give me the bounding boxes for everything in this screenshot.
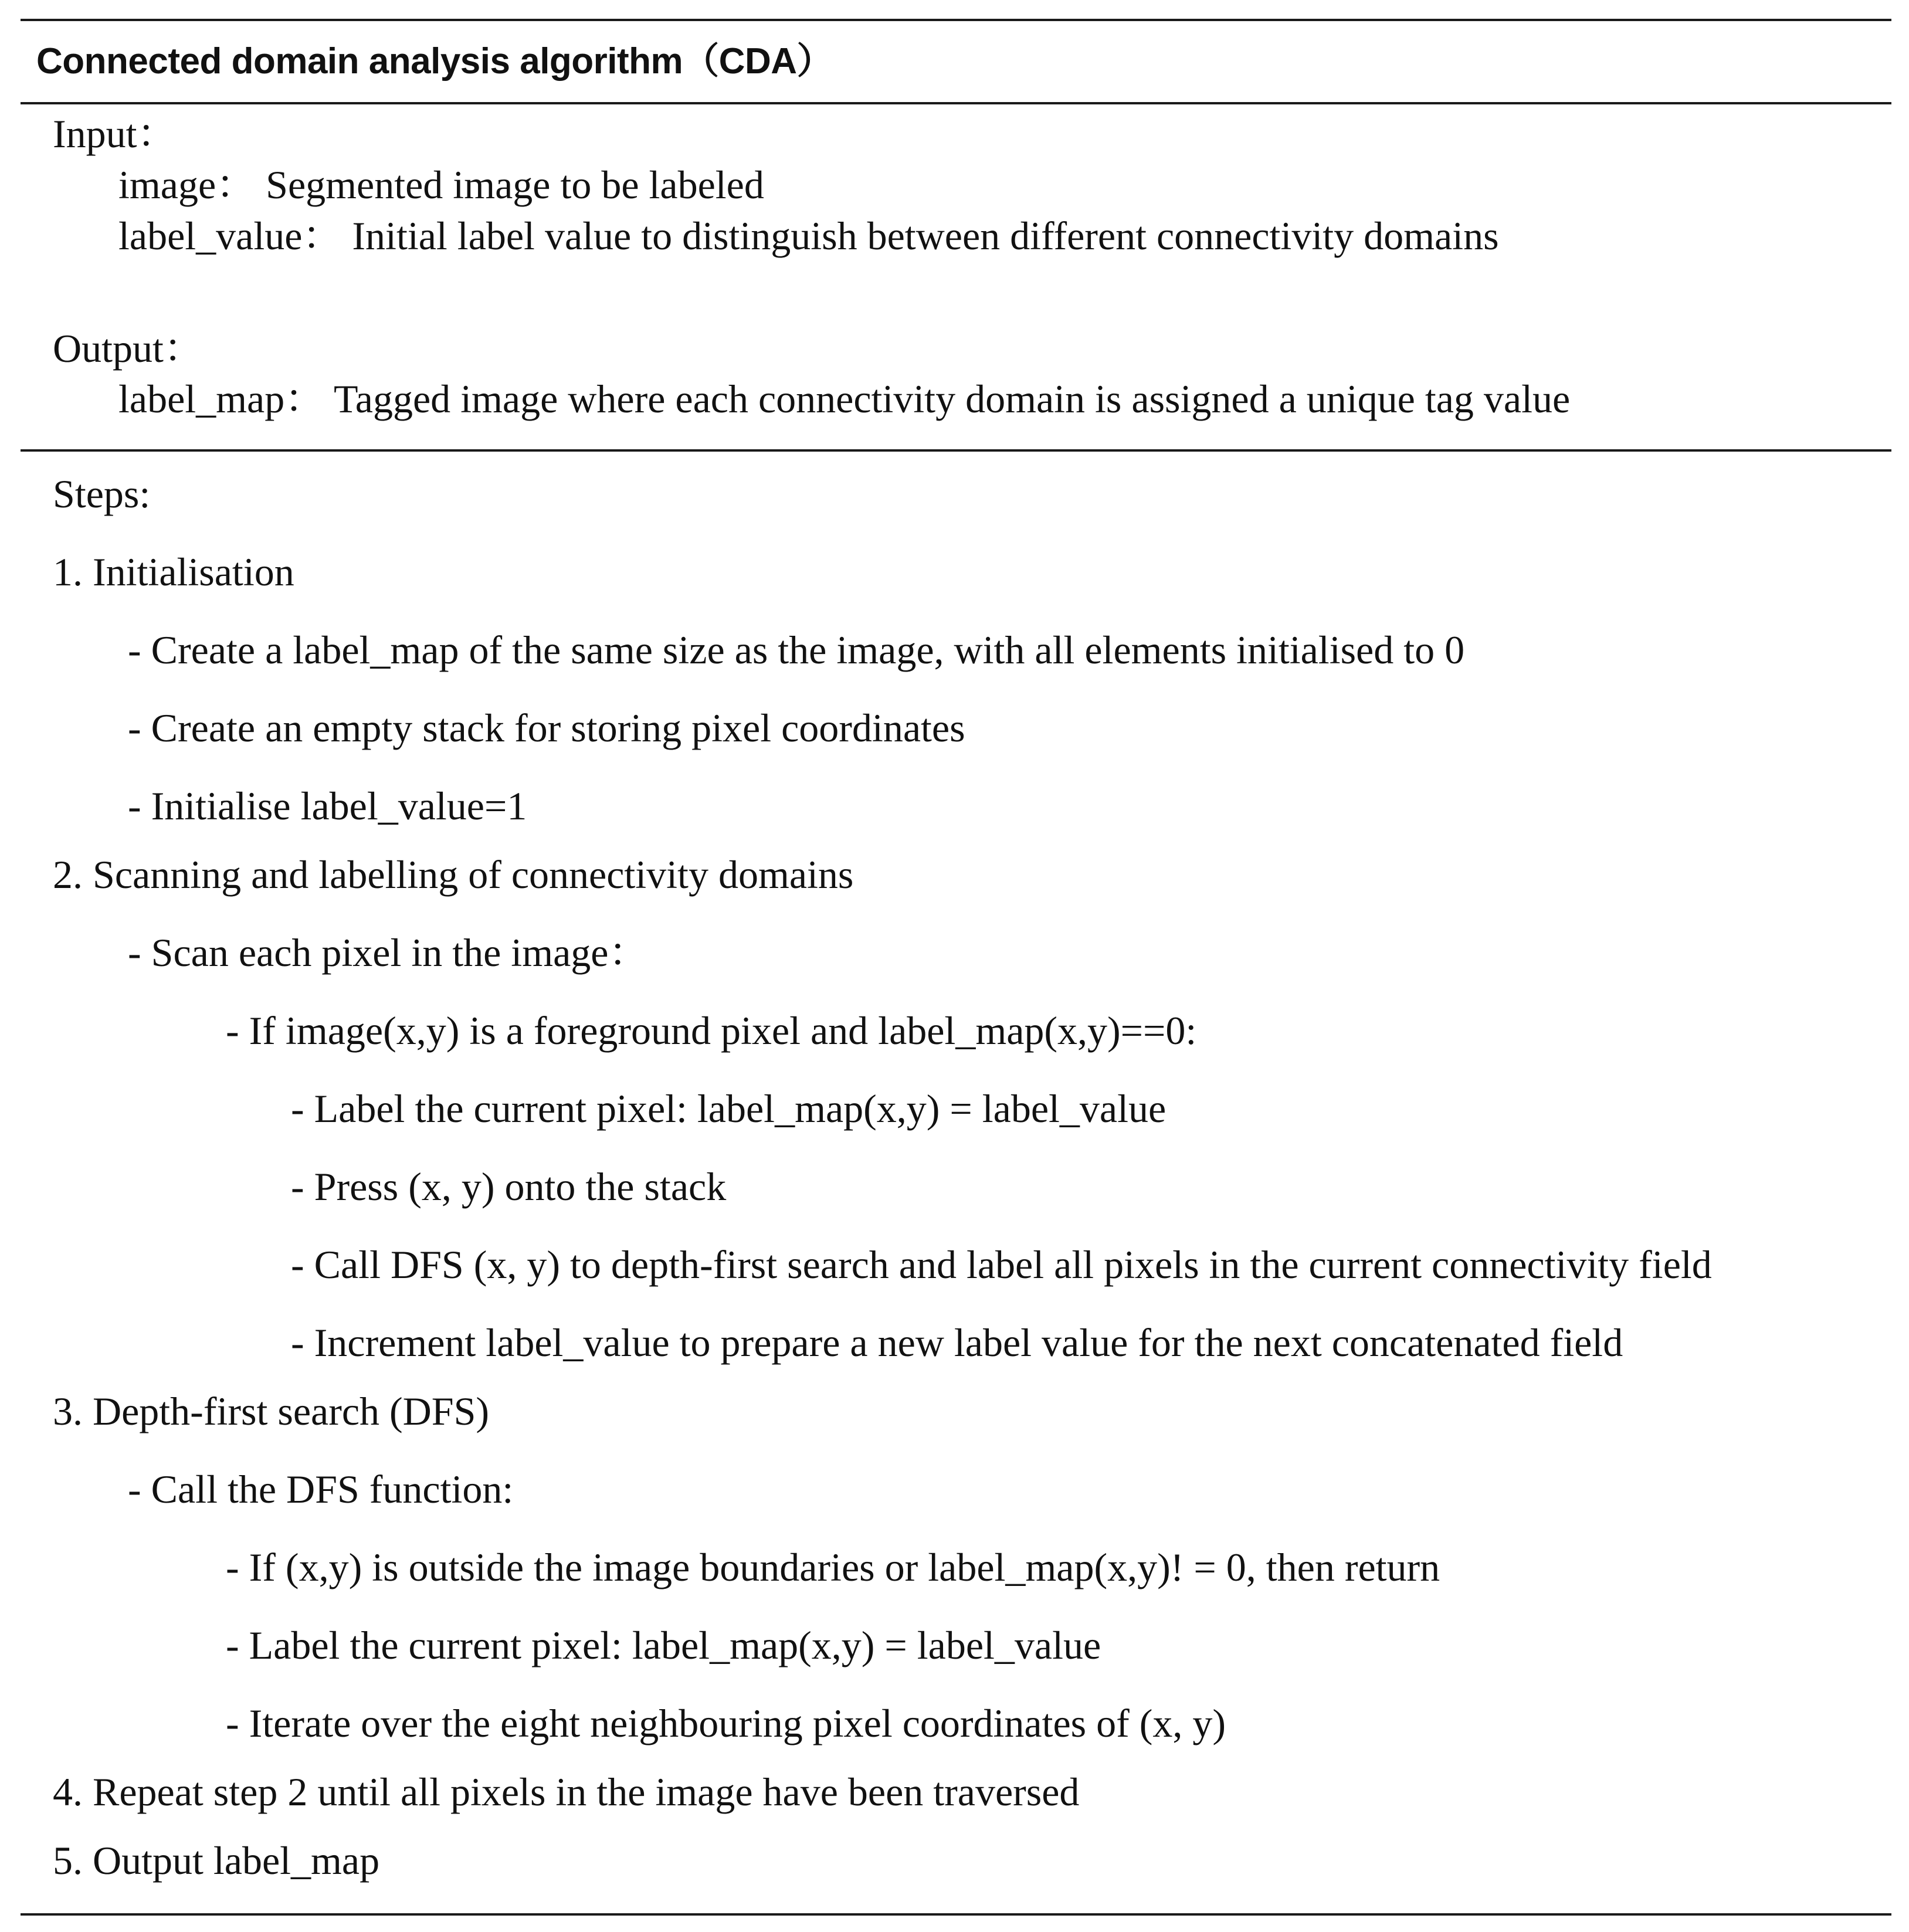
step-4-heading: 4. Repeat step 2 until all pixels in the image have been traversed bbox=[53, 1770, 1080, 1814]
step-2-heading: 2. Scanning and labelling of connectivity domains bbox=[53, 852, 854, 897]
io-rule bbox=[21, 449, 1891, 452]
input-param-label-value: label_value： Initial label value to distinguish between different connectivity domains bbox=[118, 213, 1499, 258]
input-heading: Input： bbox=[53, 111, 177, 156]
step-line: - Label the current pixel: label_map(x,y) = label_value bbox=[291, 1086, 1167, 1131]
output-heading: Output： bbox=[53, 326, 204, 371]
title-rule bbox=[21, 102, 1891, 104]
step-line: - Create an empty stack for storing pixel coordinates bbox=[128, 706, 965, 750]
step-line: - Scan each pixel in the image： bbox=[128, 930, 649, 975]
step-line: - Call the DFS function: bbox=[128, 1467, 514, 1511]
step-line: - Call DFS (x, y) to depth-first search and label all pixels in the current connectivity field bbox=[291, 1242, 1712, 1287]
step-line: - Iterate over the eight neighbouring pixel coordinates of (x, y) bbox=[226, 1701, 1226, 1745]
step-line: - If image(x,y) is a foreground pixel and label_map(x,y)==0: bbox=[226, 1008, 1197, 1053]
steps-heading: Steps: bbox=[53, 472, 151, 516]
step-5-heading: 5. Output label_map bbox=[53, 1838, 380, 1883]
algorithm-title: Connected domain analysis algorithm（CDA） bbox=[36, 41, 833, 82]
bottom-rule bbox=[21, 1913, 1891, 1916]
step-line: - Initialise label_value=1 bbox=[128, 784, 527, 828]
input-param-image: image： Segmented image to be labeled bbox=[118, 162, 764, 207]
step-3-heading: 3. Depth-first search (DFS) bbox=[53, 1389, 490, 1433]
output-param-label-map: label_map： Tagged image where each connectivity domain is assigned a unique tag value bbox=[118, 377, 1571, 421]
step-line: - Label the current pixel: label_map(x,y) = label_value bbox=[226, 1623, 1101, 1667]
step-line: - If (x,y) is outside the image boundaries or label_map(x,y)! = 0, then return bbox=[226, 1545, 1440, 1589]
step-line: - Press (x, y) onto the stack bbox=[291, 1164, 727, 1209]
step-line: - Create a label_map of the same size as the image, with all elements initialised to 0 bbox=[128, 628, 1465, 672]
step-line: - Increment label_value to prepare a new label value for the next concatenated field bbox=[291, 1320, 1623, 1365]
top-rule bbox=[21, 19, 1891, 21]
step-1-heading: 1. Initialisation bbox=[53, 550, 294, 594]
